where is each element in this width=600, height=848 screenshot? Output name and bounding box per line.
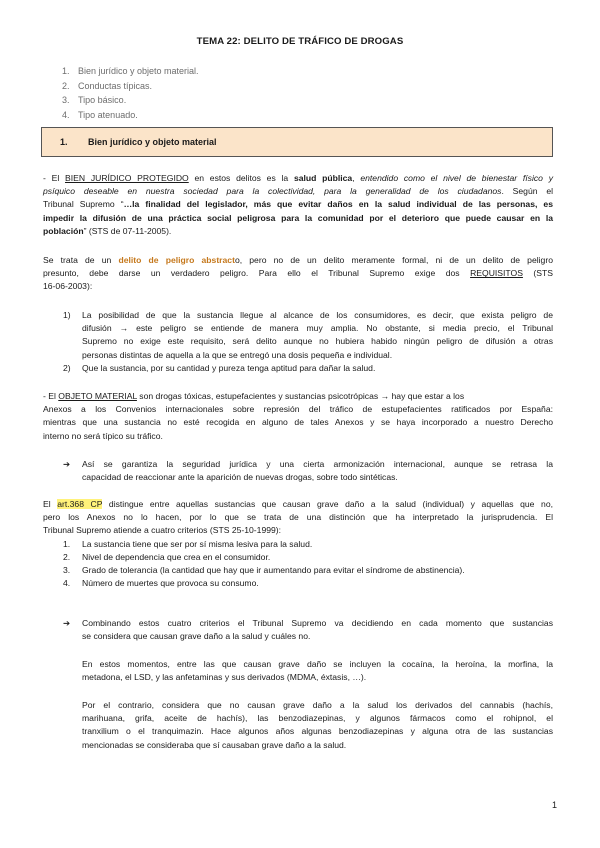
text-line: mencionadas se consideraba que sí causaban grave daño a la salud. [82,739,347,750]
paragraph-objeto-material [43,390,553,443]
paragraph-no-grave-dano [82,699,553,752]
salud-publica-term: salud pública [293,173,353,183]
table-of-contents [62,64,199,123]
toc-num: 1. [62,66,70,76]
quote-bold: población [43,225,84,236]
toc-item [62,79,199,94]
text-line: La posibilidad de que la sustancia llegue al alcance de los consumidores, es decir, que exista peligro de [82,310,553,320]
text-span: Se trata de un [43,255,119,265]
text-line: mientras que una sustancia no esté recogida en alguno de tales Anexos y se haya incorporado a nuestro Derecho [43,417,553,428]
text-line: capacidad de reaccionar ante la aparición de nuevas drogas, sobre todo sintéticas. [82,472,398,483]
text-line: tranxilium o el tranquimazin. Hace algunos años algunas benzodiazepinas y alguna otra de las sustancias [82,726,553,737]
italic-text: psíquico deseable en nuestra sociedad para la colectividad, para la generalidad de los ciudadanos [43,186,502,197]
text-line: metadona, el LSD, y las anfetaminas y sus derivados (MDMA, éxtasis, …). [82,672,367,683]
toc-num: 2. [62,80,70,91]
toc-label: Bien jurídico y objeto material. [78,66,199,76]
text-line [43,185,553,198]
text-line: se considera que causan grave daño a la salud y cuáles no. [82,631,311,642]
criterion-item: La sustancia tiene que ser por sí misma lesiva para la salud. [82,539,313,549]
text-line [43,172,553,185]
text-span: , [352,173,361,183]
section-heading-box [41,127,553,157]
quote-bold: impedir la difusión de una práctica social peligrosa para la comunidad por el deterioro que puede causar en la [43,212,553,223]
toc-item [62,64,199,79]
text-line: pero los Anexos no lo hacen, por lo que se trata de una distinción que ha interpretado la jurisprudencia. El [43,512,553,523]
toc-label: Conductas típicas. [78,80,153,91]
paragraph-art368 [43,498,553,538]
quote-bold: …la finalidad del legislador, más que evitar daños en la salud individual de las personas, es [123,199,553,210]
text-line [43,498,553,511]
list-number: 2) [63,363,71,373]
section-number: 1. [60,137,68,147]
paragraph-peligro-abstracto [43,254,553,294]
page-number: 1 [551,800,557,810]
text-span: . Según el [501,186,554,197]
list-number: 2. [63,552,71,562]
text-line: difusión → este peligro se entiende de manera muy amplia. No obstante, si media precio, el Tribunal [82,323,553,334]
text-line: Así se garantiza la seguridad jurídica y una cierta armonización internacional, aunque se retrasa la [82,459,553,469]
text-span: presunto, debe darse un verdadero peligro. Para ello el Tribunal Supremo exige dos [43,268,471,279]
text-line: Supremo no exige este requisito, será delito aunque no hubiera habido ningún peligro de difusión a otras [82,336,553,347]
criterion-item: Grado de tolerancia (la cantidad que hay que ir aumentando para evitar el síndrome de abstinencia). [82,565,465,575]
text-line: marihuana, grifa, aceite de hachís), las benzodiazepinas, y algunos fármacos como el rohipnol, el [82,713,553,724]
text-line [43,198,553,211]
text-span: - El [43,173,66,183]
criterion-item: Nivel de dependencia que crea en el consumidor. [82,552,271,562]
page-title: TEMA 22: DELITO DE TRÁFICO DE DROGAS [196,36,404,47]
text-span: Tribunal Supremo “ [43,199,124,210]
requisitos-term: REQUISITOS [470,268,523,279]
arrow-bullet-icon: ➔ [63,459,71,469]
toc-item [62,108,199,123]
text-line: interno no será típico su tráfico. [43,430,163,441]
text-line [43,267,553,280]
bien-juridico-term: BIEN JURÍDICO PROTEGIDO [65,173,189,183]
text-line [43,390,553,403]
list-number: 1) [63,310,71,320]
text-line: personas distintas de aquella a la que se entregó una dosis pequeña e individual. [82,349,393,360]
text-span: 16-06-2003): [43,281,93,292]
list-number: 1. [63,539,71,549]
text-span: ” (STS de 07-11-2005). [83,225,172,236]
peligro-abstracto-term: delito de peligro abstract [118,255,235,265]
list-number: 3. [63,565,71,575]
requisito-item [82,362,553,375]
section-title: Bien jurídico y objeto material [88,137,217,147]
text-line [43,280,553,293]
text-span: distingue entre aquellas sustancias que causan grave daño a la salud (individual) y aquellas que no, [102,499,553,509]
text-span: o, pero no de un delito meramente formal, ni de un delito de peligro [234,255,553,265]
arrow-note [82,617,553,643]
toc-num: 3. [62,95,70,106]
text-line: Tribunal Supremo atiende a cuatro criterios (STS 25-10-1999): [43,525,282,536]
italic-text: entendido como el nivel de bienestar físico y [360,173,554,183]
list-number: 4. [63,578,71,588]
requisito-item [82,309,553,362]
text-span: (STS [522,268,553,279]
arrow-note [82,458,553,484]
toc-label: Tipo atenuado. [78,110,138,121]
text-line: En estos momentos, entre las que causan grave daño se incluyen la cocaína, la heroína, la morfina, la [82,659,553,669]
text-span: - El [43,391,59,401]
text-line: Combinando estos cuatro criterios el Tribunal Supremo va decidiendo en cada momento que sustancias [82,618,553,628]
text-line: Por el contrario, considera que no causan grave daño a la salud los derivados del cannabis (hachís, [82,700,553,710]
text-line [43,225,553,238]
text-line: Que la sustancia, por su cantidad y pureza tenga aptitud para dañar la salud. [82,363,376,373]
paragraph-bien-juridico [43,172,553,238]
text-span: El [43,499,58,509]
text-span: son drogas tóxicas, estupefacientes y sustancias psicotrópicas → hay que estar a los [136,391,465,401]
toc-num: 4. [62,110,70,121]
criterion-item: Número de muertes que provoca su consumo. [82,578,259,588]
text-line [43,212,553,225]
toc-label: Tipo básico. [78,95,127,106]
article-reference: art.368 CP [57,499,103,509]
toc-item [62,93,199,108]
arrow-bullet-icon: ➔ [63,618,71,628]
paragraph-grave-dano [82,658,553,684]
text-line: Anexos a los Convenios internacionales sobre represión del tráfico de estupefacientes ratificados por España: [43,404,553,415]
objeto-material-term: OBJETO MATERIAL [58,391,137,401]
text-line [43,254,553,267]
text-span: en estos delitos es la [188,173,294,183]
